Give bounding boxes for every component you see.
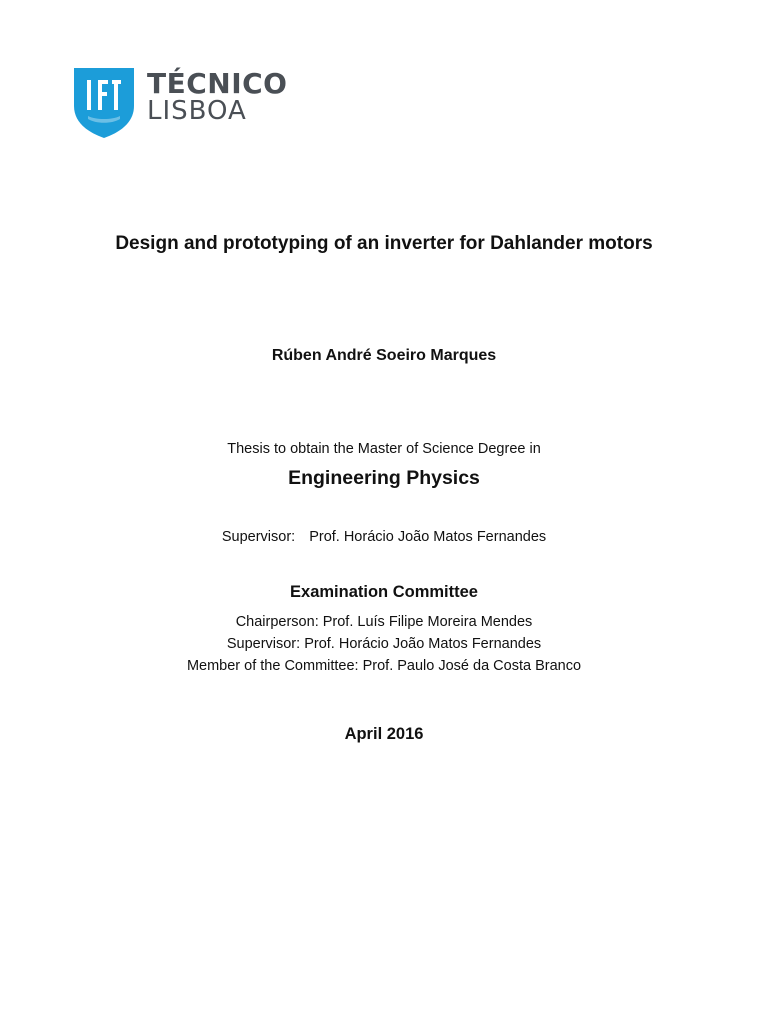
logo-wordmark-line2: LISBOA [147, 96, 247, 126]
tecnico-lisboa-logo [74, 67, 288, 140]
thesis-statement: Thesis to obtain the Master of Science Degree in [227, 441, 541, 457]
thesis-title: Design and prototyping of an inverter for Dahlander motors [115, 233, 653, 254]
supervisor-name: Prof. Horácio João Matos Fernandes [309, 529, 547, 545]
committee-list [0, 611, 768, 677]
supervisor-label: Supervisor: [221, 529, 296, 545]
degree-name: Engineering Physics [288, 467, 480, 489]
logo-wordmark-line1: TÉCNICO [147, 67, 288, 100]
submission-date: April 2016 [344, 725, 424, 743]
committee-member-chairperson: Chairperson: Prof. Luís Filipe Moreira Mendes [235, 614, 533, 630]
ist-shield-icon [74, 68, 134, 138]
logo-wordmark [147, 67, 288, 126]
committee-member-supervisor: Supervisor: Prof. Horácio João Matos Fernandes [226, 636, 542, 652]
supervisor-line [0, 529, 768, 545]
author-name: Rúben André Soeiro Marques [271, 347, 497, 364]
committee-heading: Examination Committee [290, 583, 478, 601]
committee-member-member: Member of the Committee: Prof. Paulo José da Costa Branco [186, 658, 582, 674]
